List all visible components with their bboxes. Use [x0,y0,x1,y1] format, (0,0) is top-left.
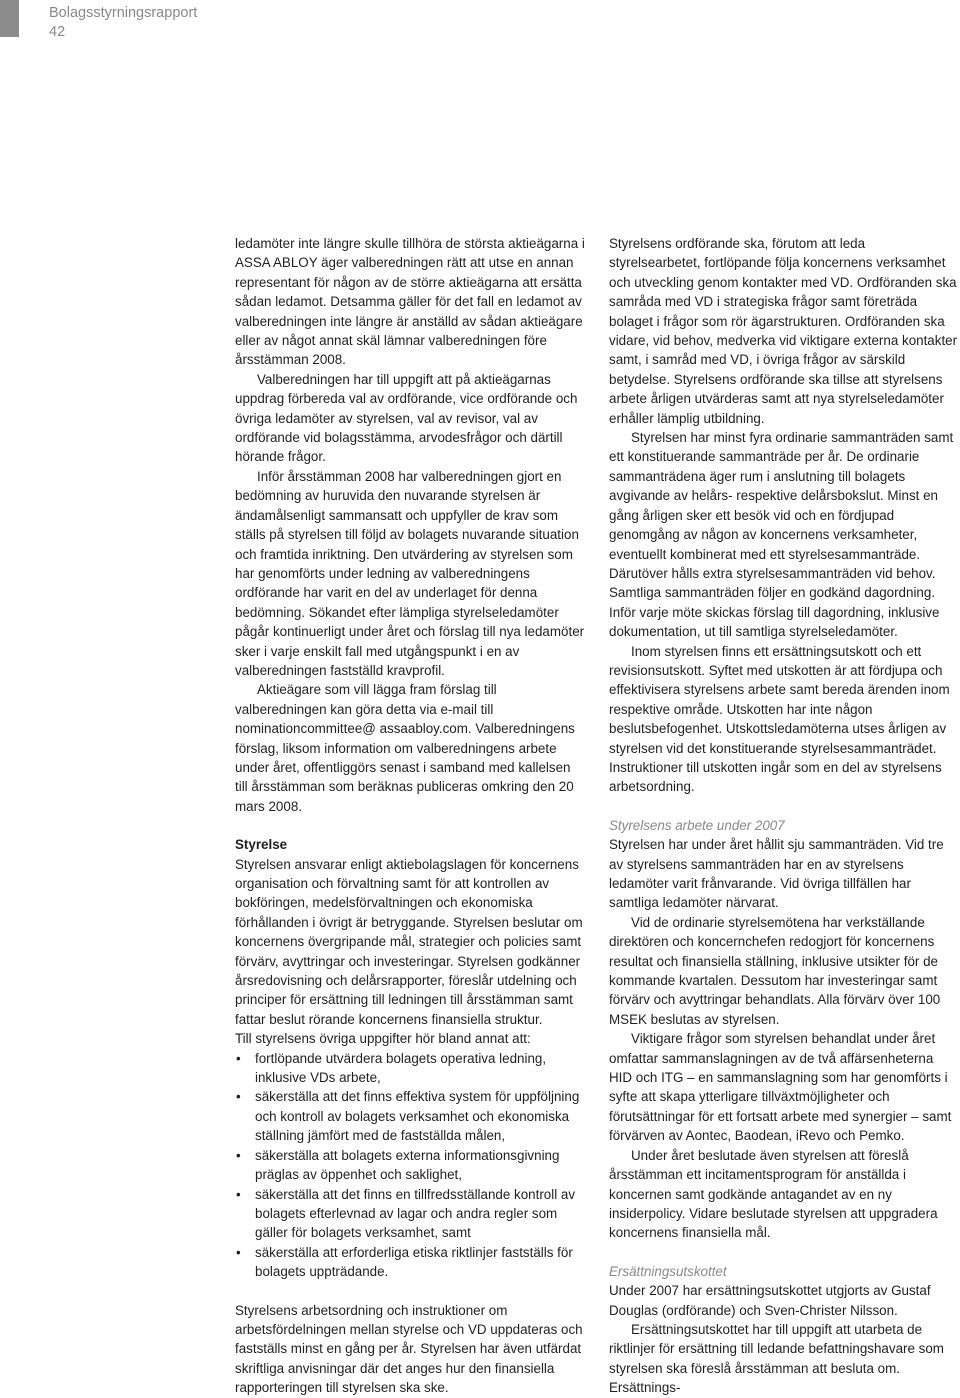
paragraph: Aktieägare som vill lägga fram förslag till valberedningen kan göra detta via e-mail till nominationcommittee@ assaabloy.com. Valberedningens förslag, liksom information om valberedningens arbete under året, offentliggörs senast i samband med kallelsen till årsstämman som beräknas publiceras omkring den 20 mars 2008. [235,682,575,814]
paragraph: Styrelsens ordförande ska, förutom att leda styrelsearbetet, fortlöpande följa koncernens verksamhet och utveckling genom kontakter med VD. Ordföranden ska samråda med VD i strategiska frågor samt företräda bolaget i frågor som rör ägarstrukturen. Ordföranden ska vidare, vid behov, medverka vid viktigare externa kontakter samt, i samråd med VD, i övriga frågor av särskild betydelse. Styrelsens ordförande ska tillse att styrelsens arbete årligen utvärderas samt att nya styrelseledamöter erhåller lämplig utbildning. [609,236,958,426]
paragraph: Styrelsens arbetsordning och instruktioner om arbetsfördelningen mellan styrelse och VD uppdateras och fastställs minst en gång per år. Styrelsen har även utfärdat skriftliga anvisningar där det anges hur den finansiella rapporteringen till styrelsen ska ske. [235,1302,583,1396]
left-column [235,234,585,1398]
paragraph: Styrelsen har minst fyra ordinarie sammanträden samt ett konstituerande sammanträde per år. De ordinarie sammanträdena äger rum i anslutning till bolagets avgivande av helårs- respektive delårsbokslut. Minst en gång årligen sker ett besök vid och en fördjupad genomgång av någon av koncernens verksamheter, eventuellt kombinerat med ett styrelsesammanträde. Därutöver hålls extra styrelsesammanträden vid behov. Samtliga sammanträden följer en godkänd dagordning. Inför varje möte skickas förslag till dagordning, inklusive dokumentation, ut till samtliga styrelseledamöter. [609,430,954,640]
subsection-heading: Styrelsens arbete under 2007 [609,817,785,833]
list-item: • fortlöpande utvärdera bolagets operativa ledning, inklusive VDs arbete, [235,1049,585,1088]
paragraph: Styrelsen har under året hållit sju sammanträden. Vid tre av styrelsens sammanträden har en av styrelsens ledamöter varit frånvarande. Vid övriga tillfällen har samtliga ledamöter närvarat. [609,837,944,911]
list-intro: Till styrelsens övriga uppgifter hör bland annat att: [235,1031,531,1047]
list-item: • säkerställa att det finns en tillfredsställande kontroll av bolagets efterlevnad av lagar och andra regler som gäller för bolagets verksamhet, samt [235,1185,585,1243]
list-item: • säkerställa att erforderliga etiska riktlinjer fastställs för bolagets uppträdande. [235,1243,585,1282]
right-column [609,234,959,1398]
paragraph: Inför årsstämman 2008 har valberedningen gjort en bedömning av huruvida den nuvarande styrelsen är ändamålsenligt sammansatt och uppfyller de krav som ställs på styrelsen till följd av bolagets nuvarande situation och framtida inriktning. Den utvärdering av styrelsen som har genomförts under ledning av valberedningens ordförande har varit en del av underlaget för denna bedömning. Sökandet efter lämpliga styrelseledamöter pågår kontinuerligt under året och förslag till nya ledamöter sker i varje enskilt fall med utgångspunkt i en av valberedningen fastställd kravprofil. [235,468,585,678]
subsection-heading: Ersättningsutskottet [609,1263,727,1279]
list-item: • säkerställa att bolagets externa informationsgivning präglas av öppenhet och saklighet, [235,1146,585,1185]
paragraph: Viktigare frågor som styrelsen behandlat under året omfattar sammanslagningen av de två affärsenheterna HID och ITG – en sammanslagning som har genomförts i syfte att skapa ytterligare tillväxtmöjligheter och förutsättningar för ett fortsatt arbete med synergier – samt förvärven av Aontec, Baodean, iRevo och Pemko. [609,1031,952,1144]
page-header [49,4,197,42]
paragraph: Vid de ordinarie styrelsemötena har verkställande direktören och koncernchefen redogjort för koncernens resultat och finansiella ställning, inklusive utsikter för de kommande kvartalen. Dessutom har investeringar samt förvärv och avyttringar behandlats. Alla förvärv över 100 MSEK beslutas av styrelsen. [609,914,941,1027]
paragraph: ledamöter inte längre skulle tillhöra de största aktieägarna i ASSA ABLOY äger valberedningen rätt att utse en annan representant för någon av de större aktieägarna att ersätta sådan ledamot. Detsamma gäller för det fall en ledamot av valberedningen inte längre är anställd av sådan aktieägare eller av något annat skäl lämnar valberedningen före årsstämman 2008. [235,236,585,368]
bullet-list [235,1049,585,1282]
page-number: 42 [49,24,66,40]
list-item: • säkerställa att det finns effektiva system för uppföljning och kontroll av bolagets verksamhet och ekonomiska ställning jämfört med de fastställda målen, [235,1087,585,1145]
paragraph: Ersättningsutskottet har till uppgift att utarbeta de riktlinjer för ersättning till ledande befattningshavare som styrelsen ska föreslå årsstämman att besluta om. Ersättnings- [609,1321,944,1396]
paragraph: Inom styrelsen finns ett ersättningsutskott och ett revisionsutskott. Syftet med utskotten är att fördjupa och effektivisera styrelsens arbete samt bereda ärenden inom respektive område. Utskotten har inte någon beslutsbefogenhet. Utskottsledamöterna utses årligen av styrelsen vid det konstituerande styrelsesammanträdet. Instruktioner till utskotten ingår som en del av styrelsens arbetsordning. [609,643,950,795]
paragraph: Under året beslutade även styrelsen att föreslå årsstämman ett incitamentsprogram för anställda i koncernen samt godkände antagandet av en ny insiderpolicy. Vidare beslutade styrelsen att uppgradera koncernens finansiella mål. [609,1147,938,1241]
report-title: Bolagsstyrningsrapport [49,5,198,21]
paragraph: Valberedningen har till uppgift att på aktieägarnas uppdrag förbereda val av ordförande, vice ordförande och övriga ledamöter av styrelsen, val av revisor, val av ordförande vid bolagsstämma, arvodesfrågor och därtill hörande frågor. [235,371,578,465]
paragraph: Under 2007 har ersättningsutskottet utgjorts av Gustaf Douglas (ordförande) och Sven-Christer Nilsson. [609,1283,931,1318]
section-heading: Styrelse [235,837,288,853]
paragraph: Styrelsen ansvarar enligt aktiebolagslagen för koncernens organisation och förvaltning samt för att kontrollen av bokföringen, medelsförvaltningen och ekonomiska förhållanden i övrigt är betryggande. Styrelsen beslutar om koncernens övergripande mål, strategier och policies samt förvärv, avyttringar och investeringar. Styrelsen godkänner årsredovisning och delårsrapporter, föreslår utdelning och principer för ersättning till ledningen till årsstämman samt fattar beslut rörande koncernens finansiella struktur. [235,856,583,1027]
corner-marker [0,0,19,37]
